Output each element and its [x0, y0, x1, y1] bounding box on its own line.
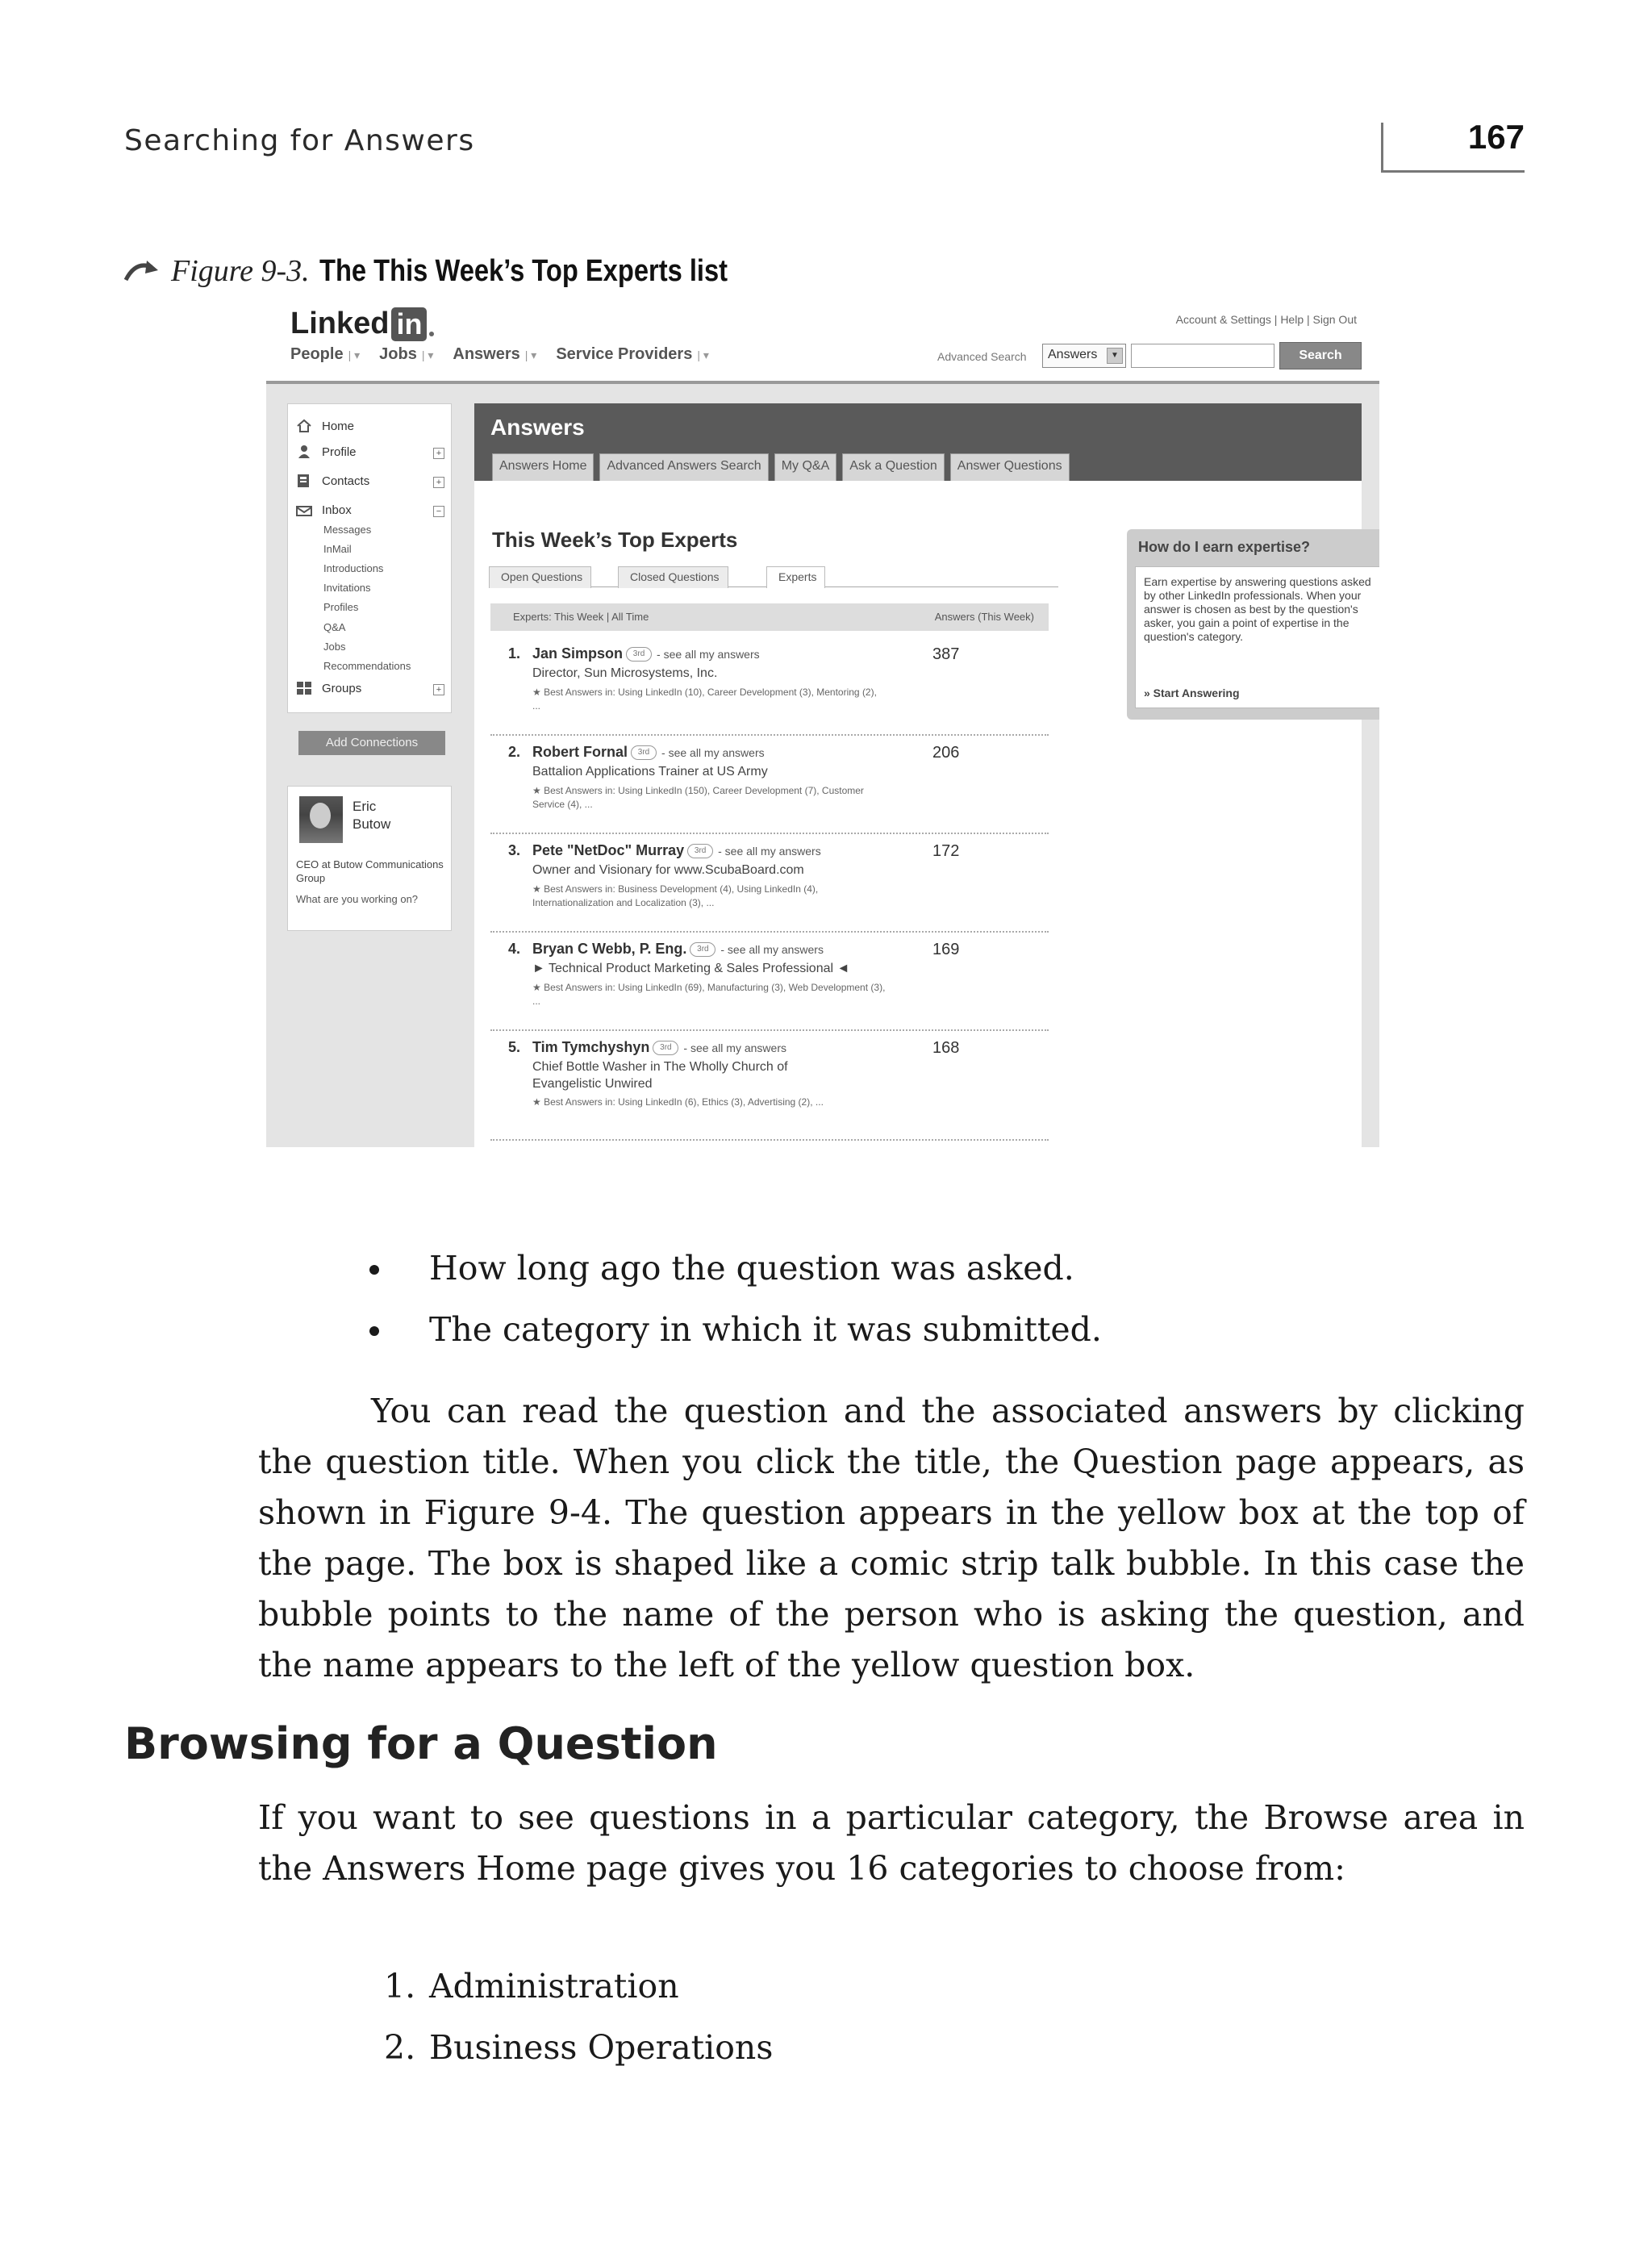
nav-jobs-label: Jobs [379, 345, 417, 363]
list-number: 2. [384, 2028, 416, 2067]
section-heading: Browsing for a Question [124, 1718, 718, 1769]
sidebar-item-label: Groups [322, 681, 362, 695]
answers-header [474, 403, 1362, 481]
expert-title: Director, Sun Microsystems, Inc. [532, 666, 718, 680]
tab-answers-home[interactable]: Answers Home [492, 453, 594, 481]
chevron-down-icon: | ▾ [421, 349, 434, 361]
nav-service-providers-label: Service Providers [556, 345, 693, 363]
expertise-box-body [1135, 566, 1379, 708]
figure-title: The This Week’s Top Experts list [319, 254, 728, 288]
expert-name[interactable]: Bryan C Webb, P. Eng. [532, 941, 687, 957]
inbox-sub-messages[interactable]: Messages [323, 524, 372, 536]
tab-open-questions[interactable]: Open Questions [489, 566, 591, 588]
chevron-down-icon: | ▾ [697, 349, 709, 361]
nav-jobs[interactable] [379, 345, 433, 364]
search-scope-select[interactable] [1042, 344, 1126, 368]
body-paragraph: If you want to see questions in a particular category, the Browse area in the Answers Home page gives you 16 categories to choose from: [258, 1798, 1525, 1888]
see-all-answers-link[interactable]: - see all my answers [720, 942, 824, 956]
avatar[interactable] [299, 796, 343, 843]
experts-column-header [490, 603, 1049, 631]
list-number: 1. [384, 1967, 416, 2006]
sidebar-item-label: Contacts [322, 474, 370, 488]
expert-rank: 3. [508, 842, 521, 858]
connection-degree-icon: 3rd [653, 1041, 678, 1055]
nav-service-providers[interactable] [556, 345, 709, 364]
logo-in: in [391, 307, 427, 341]
tab-experts[interactable]: Experts [766, 566, 825, 588]
answers-tabs [492, 453, 1075, 481]
bullet-item: The category in which it was submitted. [368, 1299, 1102, 1360]
tab-answer-questions[interactable]: Answer Questions [950, 453, 1070, 481]
collapse-icon[interactable]: − [433, 506, 444, 517]
figure-screenshot [266, 295, 1379, 1147]
nav-answers[interactable] [453, 345, 536, 364]
inbox-sub-qa[interactable]: Q&A [323, 621, 346, 633]
body-paragraph: You can read the question and the associated answers by clicking the question title. When you click the title, the Question page appears, as shown in Figure 9-4. The question appears in the yellow box at the top of the page. The box is shaped like a comic strip talk bubble. In this case the bubble points to the name of the person who is asking the question, and the name appears to the left of the yellow question box. [258, 1392, 1525, 1684]
sidebar-item-profile[interactable] [296, 445, 357, 459]
expert-name[interactable]: Robert Fornal [532, 744, 628, 760]
figure-caption [123, 253, 794, 289]
bullet-item: How long ago the question was asked. [368, 1238, 1102, 1299]
experts-sub-tabs [489, 561, 1058, 587]
expand-icon[interactable]: + [433, 448, 444, 459]
inbox-sub-inmail[interactable]: InMail [323, 543, 352, 555]
tab-ask-a-question[interactable]: Ask a Question [842, 453, 945, 481]
expert-best-answers: ★ Best Answers in: Using LinkedIn (69), Manufacturing (3), Web Development (3), ... [532, 982, 886, 1007]
sidebar-item-label: Home [322, 419, 355, 433]
tab-my-qa[interactable]: My Q&A [774, 453, 837, 481]
list-item [490, 639, 1049, 736]
expert-answer-count: 168 [932, 1039, 960, 1057]
see-all-answers-link[interactable]: - see all my answers [661, 745, 765, 759]
sidebar-item-contacts[interactable] [296, 474, 369, 488]
chevron-down-icon: | ▾ [524, 349, 537, 361]
see-all-answers-link[interactable]: - see all my answers [718, 844, 821, 858]
running-head: Searching for Answers [124, 124, 475, 157]
connection-degree-icon: 3rd [690, 942, 715, 957]
list-item [490, 836, 1049, 933]
sidebar-item-inbox[interactable] [296, 503, 352, 517]
start-answering-link[interactable]: » Start Answering [1144, 687, 1240, 699]
page-number: 167 [1467, 118, 1525, 156]
expert-rank: 5. [508, 1039, 521, 1055]
expert-title: ► Technical Product Marketing & Sales Professional ◄ [532, 962, 850, 975]
nav-answers-label: Answers [453, 345, 520, 363]
connection-degree-icon: 3rd [631, 745, 657, 760]
top-experts-title: This Week’s Top Experts [492, 528, 738, 552]
list-item [384, 1956, 773, 2017]
search-input[interactable] [1131, 344, 1274, 368]
expert-title: Owner and Visionary for www.ScubaBoard.com [532, 863, 804, 877]
expert-rank: 1. [508, 645, 521, 662]
expand-icon[interactable]: + [433, 684, 444, 695]
profile-card [287, 786, 452, 931]
inbox-sub-jobs[interactable]: Jobs [323, 641, 346, 653]
sidebar-item-groups[interactable] [296, 681, 361, 695]
left-sidebar-continued [287, 621, 452, 713]
logo-text: Linked [290, 307, 390, 340]
nav-people-label: People [290, 345, 344, 363]
home-icon [296, 419, 312, 433]
expert-answer-count: 169 [932, 941, 960, 958]
experts-period-toggle[interactable]: Experts: This Week | All Time [513, 611, 649, 623]
inbox-sub-introductions[interactable]: Introductions [323, 562, 384, 574]
expert-title: Chief Bottle Washer in The Wholly Church of Evangelistic Unwired [532, 1060, 788, 1091]
linkedin-logo[interactable] [290, 307, 434, 341]
inbox-sub-recommendations[interactable]: Recommendations [323, 660, 411, 672]
curved-arrow-icon [123, 259, 163, 283]
sidebar-item-home[interactable] [296, 419, 354, 433]
connection-degree-icon: 3rd [687, 844, 713, 858]
list-label: Administration [429, 1967, 679, 2006]
see-all-answers-link[interactable]: - see all my answers [683, 1041, 786, 1054]
expert-answer-count: 172 [932, 842, 960, 860]
expert-title: Battalion Applications Trainer at US Army [532, 765, 768, 778]
groups-icon [296, 681, 312, 695]
expert-name[interactable]: Jan Simpson [532, 645, 624, 662]
tab-closed-questions[interactable]: Closed Questions [618, 566, 728, 588]
connection-degree-icon: 3rd [626, 647, 652, 662]
inbox-sub-invitations[interactable]: Invitations [323, 582, 371, 594]
expert-name[interactable]: Tim Tymchyshyn [532, 1039, 650, 1055]
expertise-info-box [1127, 529, 1379, 720]
expertise-box-text: Earn expertise by answering questions asked by other LinkedIn professionals. When your answer is chosen as best by the question's asker, you gain a point of expertise in the question's category. [1144, 575, 1371, 643]
expert-answer-count: 206 [932, 744, 960, 762]
figure-label: Figure 9-3. [171, 254, 310, 288]
sidebar-item-label: Inbox [322, 503, 352, 517]
list-item [490, 737, 1049, 834]
expert-rank: 4. [508, 941, 521, 957]
expert-best-answers: ★ Best Answers in: Using LinkedIn (150), Career Development (7), Customer Service (4), ... [532, 785, 864, 810]
profile-title: CEO at Butow Communications Group [296, 858, 444, 884]
profile-name[interactable] [353, 798, 390, 833]
expertise-box-title: How do I earn expertise? [1138, 539, 1311, 555]
inbox-sub-profiles[interactable]: Profiles [323, 601, 359, 613]
expert-best-answers: ★ Best Answers in: Using LinkedIn (10), Career Development (3), Mentoring (2), ... [532, 687, 877, 712]
left-sidebar [287, 403, 452, 626]
main-nav [290, 345, 728, 364]
answers-title: Answers [490, 415, 585, 440]
chevron-down-icon: ▼ [1107, 348, 1123, 364]
bullet-list [368, 1238, 1102, 1360]
logo-dot [429, 332, 434, 336]
tab-advanced-answers-search[interactable]: Advanced Answers Search [599, 453, 768, 481]
status-prompt[interactable]: What are you working on? [296, 893, 419, 905]
advanced-search-link[interactable]: Advanced Search [937, 350, 1027, 363]
list-item [384, 2017, 773, 2078]
profile-first-name: Eric [353, 799, 377, 814]
search-button[interactable]: Search [1279, 342, 1362, 369]
expert-rank: 2. [508, 744, 521, 760]
sidebar-item-label: Profile [322, 445, 357, 459]
chevron-down-icon: | ▾ [348, 349, 361, 361]
expand-icon[interactable]: + [433, 477, 444, 488]
profile-icon [296, 445, 312, 459]
expert-best-answers: ★ Best Answers in: Using LinkedIn (6), Ethics (3), Advertising (2), ... [532, 1096, 824, 1108]
add-connections-button[interactable]: Add Connections [298, 731, 445, 755]
list-item [490, 1033, 1049, 1141]
nav-people[interactable] [290, 345, 360, 364]
contacts-icon [296, 474, 312, 488]
list-label: Business Operations [429, 2028, 774, 2067]
expert-best-answers: ★ Best Answers in: Business Development (4), Using LinkedIn (4), Internationalization and Localization (3), ... [532, 883, 819, 908]
expert-name[interactable]: Pete "NetDoc" Murray [532, 842, 685, 858]
account-links[interactable]: Account & Settings | Help | Sign Out [1175, 313, 1357, 326]
answers-count-header: Answers (This Week) [934, 611, 1034, 623]
category-list [384, 1956, 773, 2078]
profile-last-name: Butow [353, 816, 391, 832]
inbox-icon [296, 503, 312, 517]
expert-answer-count: 387 [932, 645, 960, 663]
site-header [266, 295, 1379, 384]
list-item [490, 934, 1049, 1031]
see-all-answers-link[interactable]: - see all my answers [657, 647, 760, 661]
search-scope-value: Answers [1048, 348, 1098, 361]
